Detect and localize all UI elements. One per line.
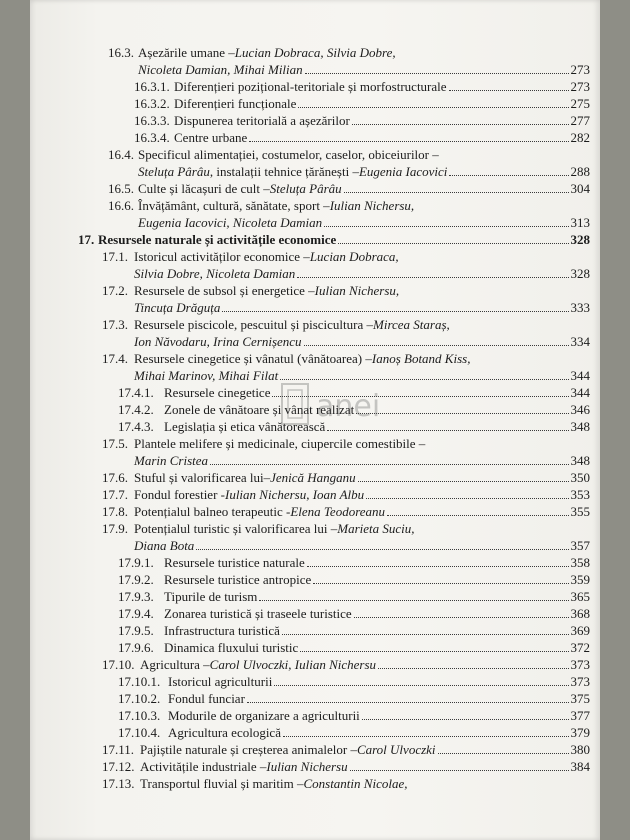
toc-entry (134, 78, 590, 95)
leader-dots (210, 454, 568, 465)
toc-entry (134, 452, 590, 469)
toc-number: 16.3.3. (134, 113, 170, 128)
toc-entry (134, 265, 590, 282)
toc-entry (118, 384, 590, 401)
leader-dots (344, 182, 569, 193)
toc-number: 17.1. (102, 249, 128, 264)
toc-number: 16.4. (108, 147, 134, 162)
toc-title: Culte și lăcașuri de cult – (138, 181, 270, 196)
toc-entry (118, 588, 590, 605)
toc-entry (102, 316, 450, 333)
page-number: 375 (570, 691, 590, 706)
toc-author: Iulian Nichersu, (314, 283, 400, 298)
toc-author: Steluța Pârâu (269, 181, 342, 196)
toc-number: 17.4.2. (118, 402, 154, 417)
toc-entry (102, 282, 399, 299)
toc-author: Nicoleta Damian, Mihai Milian (138, 62, 303, 77)
leader-dots (297, 267, 568, 278)
toc-entry (108, 44, 396, 61)
toc-title: Așezările umane – (138, 45, 235, 60)
toc-author: Jenică Hanganu (270, 470, 356, 485)
toc-number: 17.4.1. (118, 385, 154, 400)
toc-title: Resursele turistice antropice (164, 572, 312, 587)
watermark-text: anei (316, 389, 381, 424)
toc-number: 17. (78, 232, 95, 247)
leader-dots (438, 743, 569, 754)
page-number: 379 (570, 725, 590, 740)
toc-entry (102, 520, 415, 537)
leader-dots (449, 80, 569, 91)
toc-author: Constantin Nicolae, (303, 776, 408, 791)
toc-title: Istoricul activităților economice – (134, 249, 310, 264)
toc-number: 17.9.3. (118, 589, 154, 604)
toc-title: Transportul fluvial și maritim – (140, 776, 304, 791)
toc-title: Resursele cinegetice (164, 385, 271, 400)
leader-dots (327, 420, 568, 431)
leader-dots (354, 607, 569, 618)
toc-entry (118, 401, 590, 418)
toc-title: Zonarea turistică și traseele turistice (164, 606, 352, 621)
toc-number: 17.9.1. (118, 555, 154, 570)
toc-author: Iulian Nichersu (266, 759, 348, 774)
toc-author: Iulian Nichersu, (329, 198, 415, 213)
leader-dots (324, 216, 568, 227)
toc-title: Resursele cinegetice și vânatul (vânătoarea) – (134, 351, 372, 366)
toc-number: 16.3.1. (134, 79, 170, 94)
page-number: 365 (570, 589, 590, 604)
toc-author: Marieta Suciu, (337, 521, 415, 536)
toc-title: Dispunerea teritorială a așezărilor (174, 113, 350, 128)
toc-number: 16.3.4. (134, 130, 170, 145)
toc-title: Potențialul turistic și valorificarea lui – (134, 521, 338, 536)
page-number: 348 (570, 453, 590, 468)
page-number: 380 (570, 742, 590, 757)
page-number: 344 (570, 385, 590, 400)
toc-title: Fondul funciar (168, 691, 245, 706)
toc-title: Infrastructura turistică (164, 623, 280, 638)
toc-entry (134, 333, 590, 350)
toc-title: Potențialul balneo terapeutic - (134, 504, 291, 519)
leader-dots (356, 403, 568, 414)
toc-author: Diana Bota (134, 538, 195, 553)
toc-title: Agricultura ecologică (168, 725, 281, 740)
toc-entry (78, 231, 590, 248)
toc-author: Marin Cristea (134, 453, 209, 468)
leader-dots (305, 63, 569, 74)
toc-author: Silvia Dobre, Nicoleta Damian (134, 266, 296, 281)
leader-dots (196, 539, 568, 550)
toc-entry (134, 129, 590, 146)
toc-number: 17.5. (102, 436, 128, 451)
page-number: 328 (570, 232, 590, 247)
page-number: 373 (570, 657, 590, 672)
book-page (30, 0, 600, 840)
toc-number: 17.10. (102, 657, 135, 672)
toc-number: 17.9.6. (118, 640, 154, 655)
toc-entry (118, 605, 590, 622)
toc-number: 17.4.3. (118, 419, 154, 434)
toc-title: Legislația și etica vânătorească (164, 419, 326, 434)
toc-entry (102, 741, 590, 758)
toc-number: 16.3.2. (134, 96, 170, 111)
toc-author: Eugenia Iacovici (358, 164, 448, 179)
toc-number: 17.9.4. (118, 606, 154, 621)
page-number: 282 (570, 130, 590, 145)
toc-title: Agricultura – (140, 657, 210, 672)
toc-entry (102, 486, 590, 503)
toc-entry (118, 571, 590, 588)
toc-title: Resursele de subsol și energetice – (134, 283, 315, 298)
page-number: 358 (570, 555, 590, 570)
page-number: 277 (570, 113, 590, 128)
toc-entry (134, 299, 590, 316)
page-number: 304 (570, 181, 590, 196)
leader-dots (222, 301, 568, 312)
leader-dots (249, 131, 568, 142)
toc-entry (108, 197, 414, 214)
page-number: 273 (570, 79, 590, 94)
toc-author: Eugenia Iacovici, Nicoleta Damian (138, 215, 323, 230)
toc-title: , instalații tehnice țărănești – (209, 164, 359, 179)
toc-entry (102, 503, 590, 520)
toc-number: 17.6. (102, 470, 128, 485)
toc-number: 17.10.3. (118, 708, 161, 723)
toc-number: 17.10.1. (118, 674, 161, 689)
leader-dots (280, 369, 568, 380)
toc-number: 17.12. (102, 759, 135, 774)
toc-number: 17.13. (102, 776, 135, 791)
page-number: 355 (570, 504, 590, 519)
toc-entry (138, 163, 590, 180)
page-number: 288 (570, 164, 590, 179)
leader-dots (387, 505, 568, 516)
toc-entry (102, 656, 590, 673)
page-number: 372 (570, 640, 590, 655)
toc-entry (138, 61, 590, 78)
toc-entry (102, 248, 399, 265)
toc-entry (118, 418, 590, 435)
leader-dots (350, 760, 569, 771)
toc-author: Ion Năvodaru, Irina Cernișencu (134, 334, 302, 349)
toc-entry (118, 724, 590, 741)
toc-title: Fondul forestier - (134, 487, 225, 502)
toc-entry (102, 758, 590, 775)
page-number: 344 (570, 368, 590, 383)
toc-entry (102, 350, 470, 367)
leader-dots (378, 658, 568, 669)
toc-entry (102, 775, 407, 792)
toc-title: Istoricul agriculturii (168, 674, 273, 689)
toc-title: Centre urbane (174, 130, 248, 145)
toc-entry (134, 95, 590, 112)
toc-number: 17.10.2. (118, 691, 161, 706)
toc-title: Diferențieri funcționale (174, 96, 297, 111)
leader-dots (298, 97, 568, 108)
table-of-contents (30, 0, 600, 840)
toc-title: Resursele piscicole, pescuitul și piscicultura – (134, 317, 373, 332)
page-number: 350 (570, 470, 590, 485)
leader-dots (259, 590, 568, 601)
toc-title: Resursele turistice naturale (164, 555, 305, 570)
toc-number: 17.9.2. (118, 572, 154, 587)
toc-entry (108, 180, 590, 197)
leader-dots (449, 165, 568, 176)
page-number: 346 (570, 402, 590, 417)
toc-author: Steluța Pârâu (138, 164, 210, 179)
toc-title: Stuful și valorificarea lui– (134, 470, 271, 485)
leader-dots (362, 709, 569, 720)
page-number: 275 (570, 96, 590, 111)
toc-entry (102, 435, 425, 452)
toc-author: Mircea Staraș, (373, 317, 450, 332)
page-number: 333 (570, 300, 590, 315)
toc-number: 16.5. (108, 181, 134, 196)
toc-title: Zonele de vânătoare și vânat realizat (164, 402, 355, 417)
page-number: 359 (570, 572, 590, 587)
toc-entry (102, 469, 590, 486)
toc-number: 16.6. (108, 198, 134, 213)
toc-number: 17.3. (102, 317, 128, 332)
leader-dots (282, 624, 569, 635)
toc-number: 17.2. (102, 283, 128, 298)
leader-dots (272, 386, 568, 397)
toc-entry (118, 554, 590, 571)
toc-author: Carol Ulvoczki, Iulian Nichersu (209, 657, 377, 672)
page-number: 377 (570, 708, 590, 723)
page-number: 357 (570, 538, 590, 553)
page-number: 273 (570, 62, 590, 77)
toc-author: Carol Ulvoczki (356, 742, 436, 757)
toc-number: 16.3. (108, 45, 134, 60)
leader-dots (304, 335, 569, 346)
toc-entry (118, 707, 590, 724)
toc-title: Resursele naturale și activitățile economice (98, 232, 337, 247)
toc-title: Modurile de organizare a agriculturii (168, 708, 360, 723)
toc-title: Activitățile industriale – (140, 759, 267, 774)
toc-title: Pajiștile naturale și creșterea animalelor – (140, 742, 357, 757)
page-number: 353 (570, 487, 590, 502)
leader-dots (338, 233, 568, 244)
toc-title: Diferențieri pozițional-teritoriale și morfostructurale (174, 79, 447, 94)
toc-entry (134, 367, 590, 384)
toc-number: 17.4. (102, 351, 128, 366)
leader-dots (283, 726, 569, 737)
page-number: 368 (570, 606, 590, 621)
toc-author: Mihai Marinov, Mihai Filat (134, 368, 279, 383)
toc-entry (118, 690, 590, 707)
leader-dots (300, 641, 568, 652)
page-number: 334 (570, 334, 590, 349)
page-number: 348 (570, 419, 590, 434)
page-number: 313 (570, 215, 590, 230)
toc-entry (118, 673, 590, 690)
toc-entry (118, 639, 590, 656)
toc-entry (118, 622, 590, 639)
leader-dots (307, 556, 569, 567)
toc-title: Tipurile de turism (164, 589, 258, 604)
page-number: 369 (570, 623, 590, 638)
toc-entry (108, 146, 439, 163)
leader-dots (352, 114, 569, 125)
toc-entry (138, 214, 590, 231)
toc-number: 17.7. (102, 487, 128, 502)
toc-author: Tincuța Drăguța (134, 300, 221, 315)
toc-number: 17.11. (102, 742, 135, 757)
leader-dots (313, 573, 568, 584)
leader-dots (358, 471, 569, 482)
toc-author: Iulian Nichersu, Ioan Albu (224, 487, 365, 502)
leader-dots (247, 692, 569, 703)
toc-number: 17.10.4. (118, 725, 161, 740)
toc-number: 17.8. (102, 504, 128, 519)
toc-title: Plantele melifere și medicinale, ciupercile comestibile – (134, 436, 426, 451)
leader-dots (274, 675, 568, 686)
toc-entry (134, 112, 590, 129)
page-number: 384 (570, 759, 590, 774)
toc-number: 17.9. (102, 521, 128, 536)
toc-author: Lucian Dobraca, Silvia Dobre, (234, 45, 396, 60)
toc-title: Specificul alimentației, costumelor, caselor, obiceiurilor – (138, 147, 439, 162)
toc-title: Învățământ, cultură, sănătate, sport – (138, 198, 330, 213)
toc-author: Ianoș Botand Kiss, (371, 351, 471, 366)
toc-author: Lucian Dobraca, (309, 249, 399, 264)
page-number: 328 (570, 266, 590, 281)
toc-author: Elena Teodoreanu (290, 504, 386, 519)
toc-entry (134, 537, 590, 554)
page-number: 373 (570, 674, 590, 689)
leader-dots (366, 488, 568, 499)
toc-title: Dinamica fluxului turistic (164, 640, 299, 655)
toc-number: 17.9.5. (118, 623, 154, 638)
